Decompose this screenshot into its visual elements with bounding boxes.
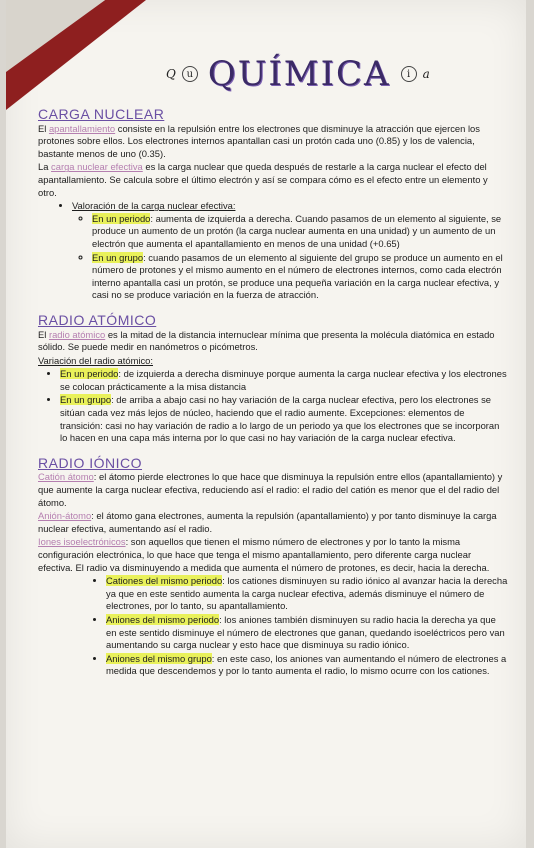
highlight-label: En un grupo	[92, 251, 144, 263]
highlight-label: Aniones del mismo periodo	[106, 613, 220, 625]
valoracion-title: Valoración de la carga nuclear efectiva:	[72, 200, 236, 212]
bullet-list	[38, 575, 508, 678]
term-cation-atomo: Catión átomo	[38, 471, 94, 483]
term-carga-nuclear-efectiva: carga nuclear efectiva	[51, 161, 143, 173]
list-item	[106, 653, 508, 678]
bullet-list	[38, 200, 508, 302]
highlight-label: En un periodo	[60, 368, 119, 380]
highlight-label: En un periodo	[92, 212, 151, 224]
text-fragment: El	[38, 122, 49, 134]
highlight-label: Cationes del mismo periodo	[106, 575, 223, 587]
text-fragment: es la carga nuclear que queda después de restarle a la carga nuclear el efecto del apantallamiento. Se calcula sobre el último electrón y así se compara cómo es el efecto entre un elemento y otro.	[38, 161, 488, 198]
text-fragment: El	[38, 328, 49, 340]
paragraph-carga-efectiva	[38, 161, 508, 199]
paragraph-apantallamiento	[38, 123, 508, 161]
list-item	[106, 575, 508, 613]
list-item	[106, 614, 508, 652]
text-fragment: : son aquellos que tienen el mismo número de electrones y por lo tanto la misma configuración electrónica, lo que hace que tenga el mismo apantallamiento, pero diferente carga nuclear efectiva. El radio va disminuyendo a medida que aumenta el número de protones, es decir, hacia la derecha.	[38, 536, 490, 573]
title-left-letter: Q	[166, 67, 176, 81]
title-right-letter: a	[422, 67, 430, 81]
title-circled-letter-1: u	[182, 66, 198, 82]
list-item	[92, 213, 508, 251]
title-main: QUÍMICA	[207, 54, 391, 94]
title-circled-letter-2: i	[401, 66, 417, 82]
text-fragment: : el átomo gana electrones, aumenta la repulsión (apantallamiento) y por tanto disminuye la carga nuclear efectiva, aumentando así el radio.	[38, 510, 497, 534]
text-fragment: La	[38, 161, 52, 173]
highlight-label: Aniones del mismo grupo	[106, 652, 212, 664]
paragraph-anion	[38, 510, 508, 535]
list-item-text: : los aniones también disminuyen su radio hacia la derecha ya que en este sentido disminuye el número de electrones que ganan, quedando isoeléctricos pero van aumentando su carga nuclear y esto hace que disminuya su radio iónico.	[106, 613, 505, 651]
heading-radio-ionico: RADIO IÓNICO	[38, 454, 143, 471]
paragraph-radio-atomico	[38, 329, 508, 354]
heading-radio-atomico: RADIO ATÓMICO	[38, 311, 157, 328]
list-item	[60, 368, 508, 393]
heading-carga-nuclear: CARGA NUCLEAR	[38, 106, 165, 122]
list-item	[92, 252, 508, 302]
term-apantallamiento: apantallamiento	[48, 122, 116, 134]
paragraph-cation	[38, 471, 508, 509]
sub-list	[72, 213, 508, 302]
text-fragment: : el átomo pierde electrones lo que hace que disminuya la repulsión entre ellos (apantallamiento) y que aumente la carga nuclear efectiva, reduciendo así el radio: el radio del catión es menor que el del radio del átomo.	[38, 471, 503, 508]
term-iones-isoelectronicos: Iones isoelectrónicos	[38, 536, 126, 548]
list-item-text: : de izquierda a derecha disminuye porque aumenta la carga nuclear efectiva y los electrones se colocan prácticamente a la misa distancia	[60, 368, 507, 392]
bullet-list	[38, 368, 508, 445]
list-item-text: : en este caso, los aniones van aumentando el número de electrones a medida que descendemos y por lo tanto aumenta el radio, lo mismo ocurre con los cationes.	[106, 652, 507, 677]
term-anion-atomo: Anión-átomo	[38, 510, 92, 522]
list-item-text: : aumenta de izquierda a derecha. Cuando pasamos de un elemento al siguiente, se produce un aumento de un protón (la carga nuclear aumenta en una unidad) y un aumento de un electrón que aumenta el apantallamiento en menos de una unidad (+0.65)	[92, 212, 502, 249]
notebook-page	[6, 0, 526, 848]
term-radio-atomico: radio atómico	[48, 328, 106, 340]
text-fragment: es la mitad de la distancia internuclear mínima que presenta la molécula diatómica en estado sólido. Se puede medir en nanómetros o picómetros.	[38, 328, 495, 353]
page-title	[166, 44, 430, 104]
list-item	[60, 394, 508, 444]
variation-title: Variación del radio atómico:	[38, 354, 153, 366]
text-fragment: consiste en la repulsión entre los electrones que disminuye la atracción que ejercen los protones sobre ellos. Los electrones internos apantallan casi un protón cada uno (0.85) y los de valencia, bastante menos de uno (0.35).	[38, 122, 480, 159]
paragraph-isoelectronicos	[38, 536, 508, 574]
list-item-text: : cuando pasamos de un elemento al siguiente del grupo se produce un aumento en el número de protones y el mismo aumento en el número de electrones internos, como cada electrón interno apantalla casi un protón, se produce una pequeña variación en la carga nuclear efectiva, y casi no se produce variación en la fuerza de atracción.	[92, 251, 503, 301]
notes-content	[38, 102, 508, 679]
list-item-valoracion	[72, 200, 508, 302]
highlight-label: En un grupo	[60, 394, 112, 406]
list-item-text: : de arriba a abajo casi no hay variación de la carga nuclear efectiva, pero los electrones se sitúan cada vez más lejos de núcleo, haciendo que el radio aumente. Excepciones: elementos de transición: casi no hay variación de radio a lo largo de un periodo ya que los electrones que se incorporan lo hacen en una capa más interna por lo que casi no hay variación de la carga nuclear efectiva.	[60, 394, 500, 444]
list-item-text: : los cationes disminuyen su radio iónico al avanzar hacia la derecha ya que en este sentido aumenta la carga nuclear efectiva, además disminuye el número de electrones, por lo tanto, su apantallamiento.	[106, 575, 508, 612]
